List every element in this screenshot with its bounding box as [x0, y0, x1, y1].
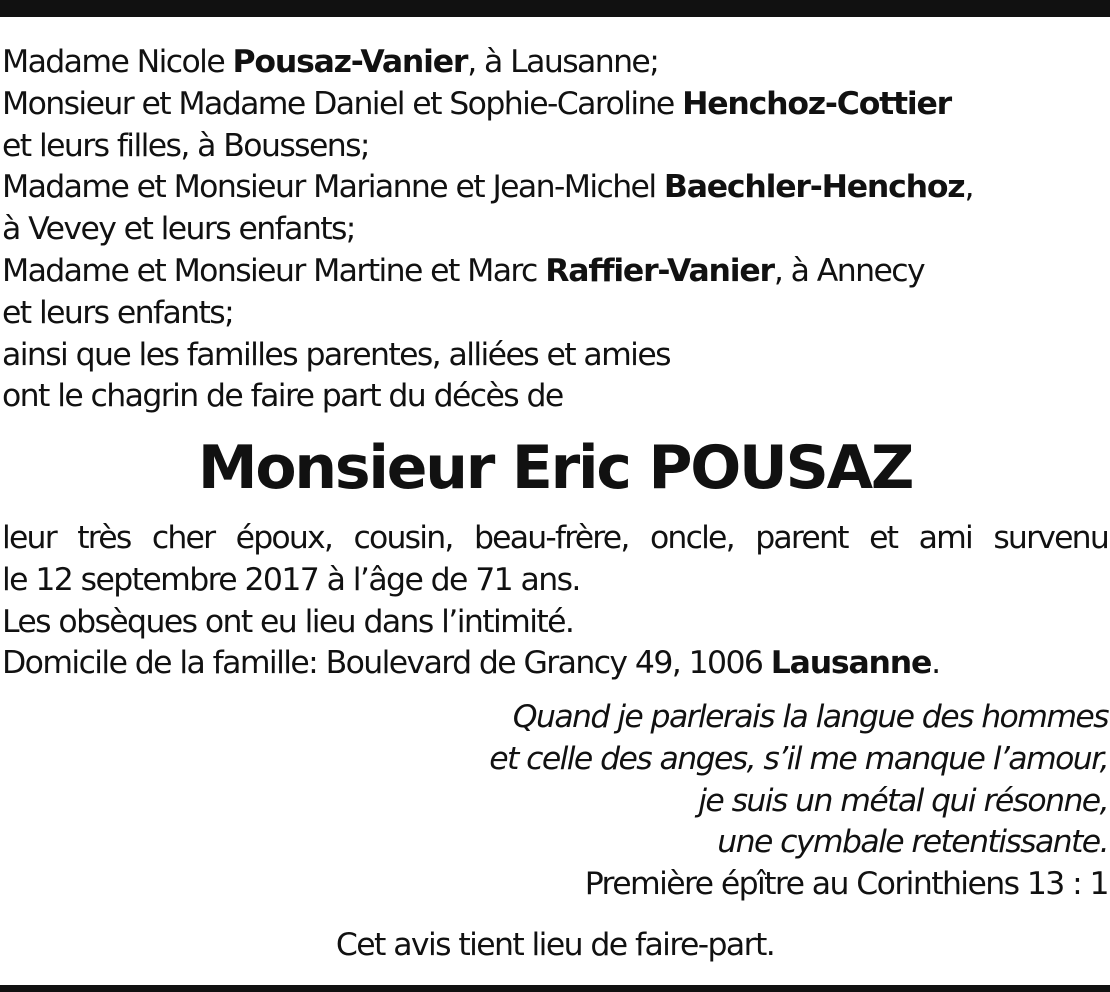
family-name: Pousaz-Vanier [232, 44, 468, 80]
scripture-verse [489, 697, 1108, 906]
top-border-rule [0, 0, 1110, 17]
deceased-name: Monsieur Eric POUSAZ [197, 433, 913, 503]
family-line [2, 293, 973, 335]
address-city: Lausanne [770, 645, 932, 682]
body-line: Les obsèques ont eu lieu dans l’intimité. [2, 603, 574, 640]
verse-line: Quand je parlerais la langue des hommes [512, 699, 1108, 735]
family-line-text: Madame Nicole [2, 44, 233, 80]
closing-notice: Cet avis tient lieu de faire-part. [335, 927, 775, 963]
family-line-text: ainsi que les familles parentes, alliées et amies [2, 336, 670, 373]
address-text: Domicile de la famille: Boulevard de Grancy 49, 1006 [2, 645, 771, 682]
family-line-text: ont le chagrin de faire part du décès de [2, 378, 563, 415]
family-line-text: , [964, 169, 973, 206]
address-text: . [931, 645, 940, 682]
family-name: Baechler-Henchoz [663, 169, 965, 206]
family-line [2, 335, 973, 377]
family-line [2, 126, 973, 168]
family-line-text: Madame et Monsieur Marianne et Jean-Michel [2, 169, 664, 206]
family-line [2, 251, 973, 293]
body-line: leur très cher époux, cousin, beau-frère, oncle, parent et ami survenu [2, 520, 1108, 556]
family-line-text: , à Annecy [773, 252, 925, 289]
family-line [2, 167, 973, 209]
family-line-text: à Vevey et leurs enfants; [2, 211, 355, 248]
family-line-text: , à Lausanne; [467, 44, 659, 80]
family-line-text: Madame et Monsieur Martine et Marc [2, 252, 546, 289]
family-line-text: Monsieur et Madame Daniel et Sophie-Caroline [2, 85, 683, 122]
family-line [2, 42, 973, 84]
verse-reference: Première épître au Corinthiens 13 : 1 [584, 866, 1108, 903]
family-line-text: et leurs filles, à Boussens; [2, 127, 369, 164]
bottom-border-rule [0, 985, 1110, 992]
family-line [2, 209, 973, 251]
family-line-text: et leurs enfants; [2, 294, 234, 331]
family-name: Raffier-Vanier [545, 252, 774, 289]
family-line [2, 84, 973, 126]
family-name: Henchoz-Cottier [682, 85, 951, 122]
verse-line: une cymbale retentissante. [717, 824, 1108, 861]
body-line-address [2, 643, 1108, 685]
body-line: le 12 septembre 2017 à l’âge de 71 ans. [2, 561, 580, 598]
verse-line: et celle des anges, s’il me manque l’amour, [489, 740, 1108, 777]
announcement-body [2, 518, 1108, 685]
verse-line: je suis un métal qui résonne, [698, 782, 1108, 819]
family-line [2, 376, 973, 418]
family-announcement [2, 42, 973, 418]
